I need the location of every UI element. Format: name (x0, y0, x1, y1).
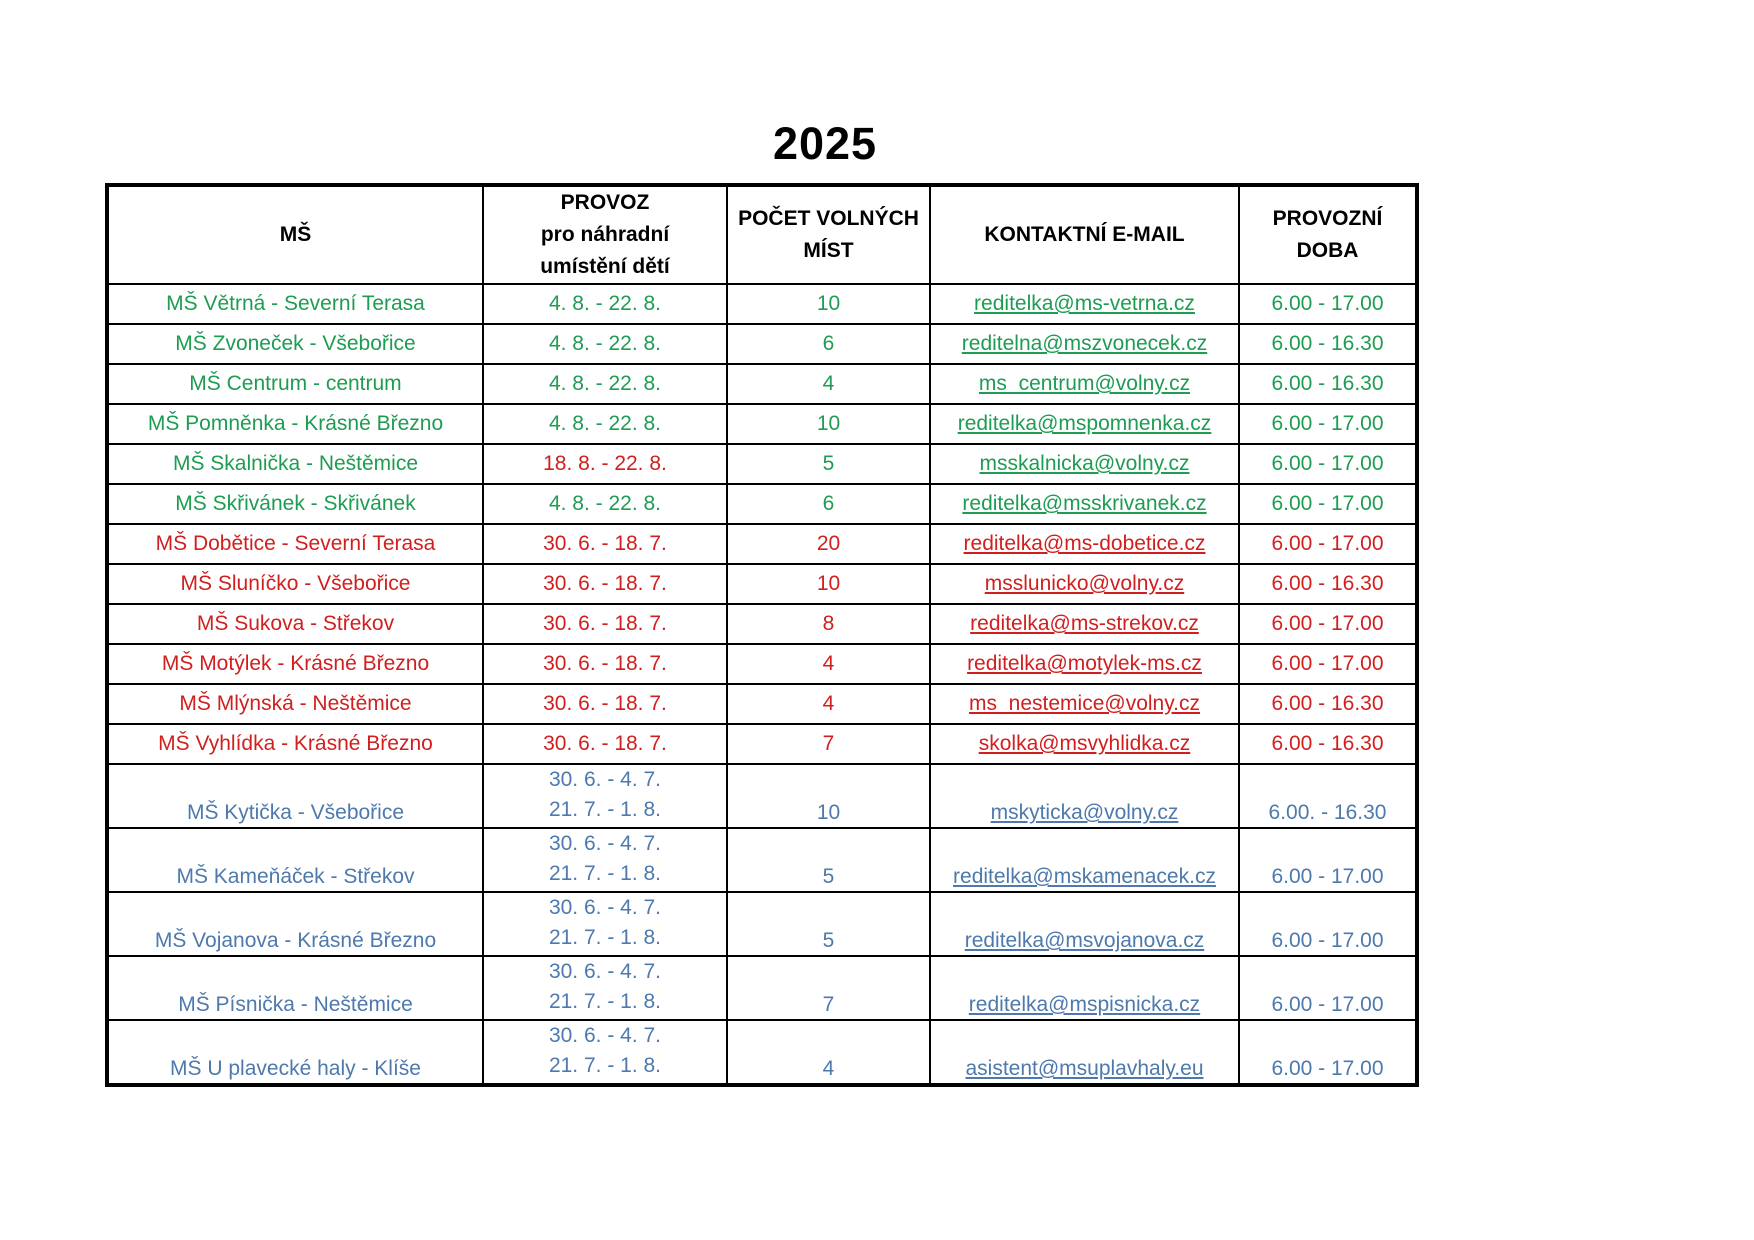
operating-period: 30. 6. - 4. 7. (548, 896, 662, 919)
contact-email-link[interactable]: reditelka@ms-strekov.cz (970, 612, 1199, 635)
cell-email (930, 444, 1239, 484)
contact-email-link[interactable]: reditelka@msskrivanek.cz (962, 492, 1207, 515)
cell-school (107, 892, 483, 956)
cell-email (930, 828, 1239, 892)
operating-period: 30. 6. - 18. 7. (543, 692, 667, 715)
table-row (107, 444, 1417, 484)
header-period-line: pro náhradní (540, 223, 670, 246)
cell-school (107, 828, 483, 892)
table-row (107, 644, 1417, 684)
operating-hours: 6.00 - 17.00 (1271, 993, 1384, 1016)
header-hours-line: PROVOZNÍ (1272, 207, 1383, 230)
cell-hours (1239, 564, 1417, 604)
cell-email (930, 524, 1239, 564)
cell-school (107, 404, 483, 444)
operating-hours: 6.00 - 17.00 (1271, 652, 1384, 675)
cell-email (930, 484, 1239, 524)
cell-hours (1239, 604, 1417, 644)
operating-hours: 6.00 - 17.00 (1271, 452, 1384, 475)
table-row (107, 828, 1417, 892)
contact-email-link[interactable]: mskyticka@volny.cz (990, 801, 1179, 824)
operating-period: 30. 6. - 4. 7. (548, 832, 662, 855)
school-name: MŠ Písnička - Neštěmice (178, 993, 413, 1016)
operating-period: 21. 7. - 1. 8. (548, 862, 662, 885)
cell-hours (1239, 444, 1417, 484)
cell-places (727, 828, 930, 892)
contact-email-link[interactable]: msslunicko@volny.cz (984, 572, 1185, 595)
free-places-count: 4 (822, 692, 835, 715)
free-places-count: 7 (822, 993, 835, 1016)
school-name: MŠ Skřivánek - Skřivánek (175, 492, 416, 515)
free-places-count: 7 (822, 732, 835, 755)
free-places-count: 10 (816, 801, 841, 824)
contact-email-link[interactable]: skolka@msvyhlidka.cz (978, 732, 1191, 755)
cell-period (483, 564, 727, 604)
cell-school (107, 956, 483, 1020)
operating-period: 30. 6. - 18. 7. (543, 572, 667, 595)
operating-period: 21. 7. - 1. 8. (548, 990, 662, 1013)
operating-period: 30. 6. - 4. 7. (548, 960, 662, 983)
cell-period (483, 364, 727, 404)
header-places (727, 185, 930, 284)
cell-school (107, 604, 483, 644)
school-name: MŠ Kameňáček - Střekov (176, 865, 415, 888)
operating-hours: 6.00 - 16.30 (1271, 332, 1384, 355)
header-hours (1239, 185, 1417, 284)
free-places-count: 10 (816, 572, 841, 595)
header-places-line: POČET VOLNÝCH (738, 207, 919, 230)
cell-places (727, 284, 930, 324)
contact-email-link[interactable]: asistent@msuplavhaly.eu (965, 1057, 1204, 1080)
table-row (107, 324, 1417, 364)
operating-hours: 6.00. - 16.30 (1268, 801, 1387, 824)
school-name: MŠ Mlýnská - Neštěmice (179, 692, 412, 715)
contact-email-link[interactable]: reditelka@msvojanova.cz (964, 929, 1205, 952)
contact-email-link[interactable]: reditelka@mskamenacek.cz (953, 865, 1216, 888)
operating-period: 4. 8. - 22. 8. (548, 412, 662, 435)
school-name: MŠ Dobětice - Severní Terasa (155, 532, 436, 555)
table-row (107, 956, 1417, 1020)
cell-school (107, 524, 483, 564)
cell-places (727, 324, 930, 364)
table-row (107, 764, 1417, 828)
free-places-count: 6 (822, 492, 835, 515)
table-row (107, 284, 1417, 324)
table-row (107, 724, 1417, 764)
cell-school (107, 684, 483, 724)
cell-school (107, 644, 483, 684)
cell-period (483, 324, 727, 364)
cell-period (483, 484, 727, 524)
free-places-count: 4 (822, 1057, 835, 1080)
operating-period: 4. 8. - 22. 8. (548, 372, 662, 395)
school-name: MŠ Centrum - centrum (189, 372, 402, 395)
operating-period: 30. 6. - 18. 7. (543, 612, 667, 635)
operating-hours: 6.00 - 17.00 (1271, 292, 1384, 315)
cell-period (483, 828, 727, 892)
cell-school (107, 364, 483, 404)
school-name: MŠ Pomněnka - Krásné Březno (147, 412, 444, 435)
cell-school (107, 444, 483, 484)
header-period-line: PROVOZ (560, 191, 650, 214)
contact-email-link[interactable]: ms_centrum@volny.cz (978, 372, 1191, 395)
cell-email (930, 724, 1239, 764)
operating-hours: 6.00 - 16.30 (1271, 692, 1384, 715)
header-email (930, 185, 1239, 284)
operating-hours: 6.00 - 16.30 (1271, 572, 1384, 595)
free-places-count: 20 (816, 532, 841, 555)
cell-places (727, 524, 930, 564)
table-row (107, 892, 1417, 956)
page-title: 2025 (772, 118, 878, 169)
cell-period (483, 956, 727, 1020)
operating-hours: 6.00 - 17.00 (1271, 492, 1384, 515)
cell-places (727, 604, 930, 644)
school-name: MŠ Vojanova - Krásné Březno (154, 929, 437, 952)
free-places-count: 4 (822, 652, 835, 675)
cell-period (483, 892, 727, 956)
school-name: MŠ Vyhlídka - Krásné Březno (158, 732, 433, 755)
free-places-count: 8 (822, 612, 835, 635)
cell-hours (1239, 828, 1417, 892)
cell-places (727, 684, 930, 724)
cell-school (107, 564, 483, 604)
free-places-count: 5 (822, 929, 835, 952)
free-places-count: 6 (822, 332, 835, 355)
contact-email-link[interactable]: ms_nestemice@volny.cz (969, 692, 1200, 715)
operating-period: 30. 6. - 4. 7. (548, 1024, 662, 1047)
operating-hours: 6.00 - 16.30 (1271, 372, 1384, 395)
cell-hours (1239, 404, 1417, 444)
table-row (107, 404, 1417, 444)
cell-hours (1239, 892, 1417, 956)
cell-email (930, 564, 1239, 604)
table-row (107, 484, 1417, 524)
cell-hours (1239, 644, 1417, 684)
cell-places (727, 564, 930, 604)
cell-places (727, 956, 930, 1020)
header-school-label: MŠ (279, 223, 312, 246)
contact-email-link[interactable]: reditelka@motylek-ms.cz (967, 652, 1202, 675)
header-email-label: KONTAKTNÍ E-MAIL (984, 223, 1185, 246)
operating-period: 21. 7. - 1. 8. (548, 926, 662, 949)
operating-hours: 6.00 - 16.30 (1271, 732, 1384, 755)
operating-hours: 6.00 - 17.00 (1271, 929, 1384, 952)
cell-period (483, 444, 727, 484)
cell-period (483, 764, 727, 828)
table-row (107, 684, 1417, 724)
cell-period (483, 644, 727, 684)
cell-period (483, 684, 727, 724)
cell-hours (1239, 684, 1417, 724)
cell-school (107, 764, 483, 828)
cell-hours (1239, 324, 1417, 364)
cell-email (930, 764, 1239, 828)
cell-hours (1239, 764, 1417, 828)
free-places-count: 4 (822, 372, 835, 395)
cell-email (930, 892, 1239, 956)
operating-period: 30. 6. - 18. 7. (543, 652, 667, 675)
school-name: MŠ U plavecké haly - Klíše (170, 1057, 421, 1080)
school-name: MŠ Kytička - Všebořice (186, 801, 405, 824)
contact-email-link[interactable]: reditelka@ms-vetrna.cz (974, 292, 1195, 315)
school-name: MŠ Sukova - Střekov (196, 612, 395, 635)
cell-email (930, 284, 1239, 324)
cell-school (107, 284, 483, 324)
cell-places (727, 484, 930, 524)
cell-hours (1239, 524, 1417, 564)
header-hours-line: DOBA (1296, 239, 1359, 262)
cell-period (483, 724, 727, 764)
cell-hours (1239, 724, 1417, 764)
contact-email-link[interactable]: reditelka@mspisnicka.cz (968, 993, 1201, 1016)
operating-hours: 6.00 - 17.00 (1271, 412, 1384, 435)
cell-places (727, 764, 930, 828)
operating-period: 21. 7. - 1. 8. (548, 798, 662, 821)
table-body (107, 284, 1417, 1085)
cell-hours (1239, 1020, 1417, 1085)
school-name: MŠ Větrná - Severní Terasa (166, 292, 425, 315)
cell-school (107, 724, 483, 764)
cell-email (930, 644, 1239, 684)
cell-places (727, 892, 930, 956)
header-period (483, 185, 727, 284)
free-places-count: 5 (822, 865, 835, 888)
cell-period (483, 404, 727, 444)
cell-email (930, 404, 1239, 444)
cell-period (483, 284, 727, 324)
operating-period: 4. 8. - 22. 8. (548, 492, 662, 515)
cell-places (727, 1020, 930, 1085)
kindergarten-schedule-table (105, 183, 1419, 1087)
cell-period (483, 524, 727, 564)
free-places-count: 5 (822, 452, 835, 475)
header-places-line: MÍST (803, 239, 854, 262)
operating-hours: 6.00 - 17.00 (1271, 532, 1384, 555)
cell-hours (1239, 364, 1417, 404)
table-row (107, 364, 1417, 404)
cell-email (930, 364, 1239, 404)
table-row (107, 1020, 1417, 1085)
header-period-line: umístění dětí (540, 255, 670, 278)
school-name: MŠ Sluníčko - Všebořice (180, 572, 411, 595)
cell-email (930, 1020, 1239, 1085)
header-school (107, 185, 483, 284)
cell-email (930, 956, 1239, 1020)
operating-hours: 6.00 - 17.00 (1271, 865, 1384, 888)
cell-places (727, 724, 930, 764)
contact-email-link[interactable]: reditelka@ms-dobetice.cz (963, 532, 1206, 555)
free-places-count: 10 (816, 292, 841, 315)
cell-school (107, 484, 483, 524)
cell-email (930, 604, 1239, 644)
contact-email-link[interactable]: reditelka@mspomnenka.cz (957, 412, 1212, 435)
operating-hours: 6.00 - 17.00 (1271, 1057, 1384, 1080)
operating-period: 30. 6. - 4. 7. (548, 768, 662, 791)
school-name: MŠ Skalnička - Neštěmice (172, 452, 419, 475)
cell-places (727, 404, 930, 444)
school-name: MŠ Motýlek - Krásné Březno (161, 652, 430, 675)
operating-period: 30. 6. - 18. 7. (543, 732, 667, 755)
operating-period: 4. 8. - 22. 8. (548, 332, 662, 355)
cell-places (727, 364, 930, 404)
table-row (107, 604, 1417, 644)
operating-hours: 6.00 - 17.00 (1271, 612, 1384, 635)
cell-period (483, 604, 727, 644)
cell-places (727, 444, 930, 484)
table-row (107, 564, 1417, 604)
contact-email-link[interactable]: reditelna@mszvonecek.cz (961, 332, 1208, 355)
cell-hours (1239, 284, 1417, 324)
cell-places (727, 644, 930, 684)
cell-school (107, 1020, 483, 1085)
cell-hours (1239, 484, 1417, 524)
header-row (107, 185, 1417, 284)
cell-school (107, 324, 483, 364)
school-name: MŠ Zvoneček - Všebořice (175, 332, 416, 355)
operating-period: 18. 8. - 22. 8. (543, 452, 667, 475)
operating-period: 30. 6. - 18. 7. (543, 532, 667, 555)
operating-period: 4. 8. - 22. 8. (548, 292, 662, 315)
cell-hours (1239, 956, 1417, 1020)
cell-email (930, 324, 1239, 364)
operating-period: 21. 7. - 1. 8. (548, 1054, 662, 1077)
contact-email-link[interactable]: msskalnicka@volny.cz (979, 452, 1190, 475)
cell-email (930, 684, 1239, 724)
cell-period (483, 1020, 727, 1085)
table-row (107, 524, 1417, 564)
free-places-count: 10 (816, 412, 841, 435)
